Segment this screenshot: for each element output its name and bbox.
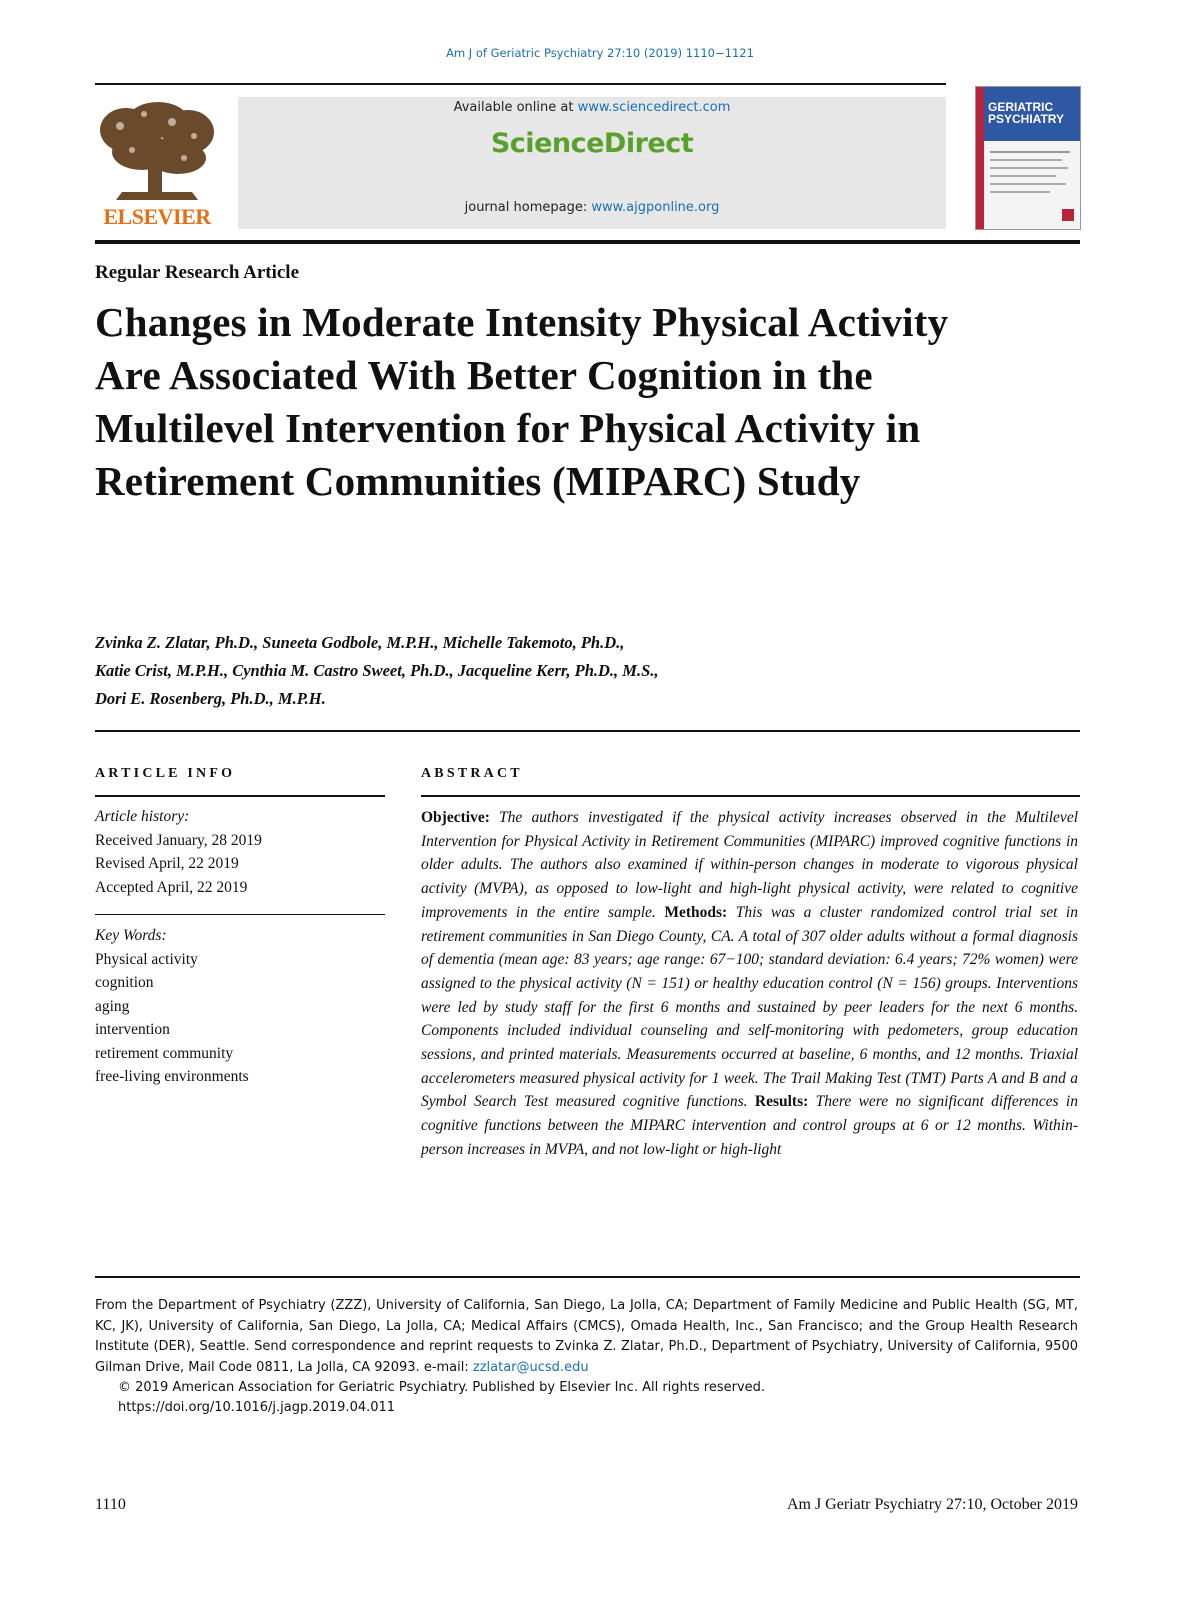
header-top-rule <box>95 83 946 85</box>
article-info-heading: ARTICLE INFO <box>95 766 236 781</box>
keyword-item: Physical activity <box>95 950 198 968</box>
header-bottom-rule <box>95 240 1080 244</box>
authors-line-3: Dori E. Rosenberg, Ph.D., M.P.H. <box>95 689 326 708</box>
available-online-prefix: Available online at <box>453 100 578 115</box>
journal-homepage-prefix: journal homepage: <box>464 200 592 215</box>
keyword-item: cognition <box>95 974 154 991</box>
cover-text-line <box>990 159 1062 161</box>
accepted-date: Accepted April, 22 2019 <box>95 878 248 896</box>
received-date: Received January, 28 2019 <box>95 831 262 849</box>
objective-label: Objective: <box>421 809 490 826</box>
keywords-block <box>95 924 385 1089</box>
results-label: Results: <box>754 1093 809 1111</box>
available-online-line <box>238 100 946 115</box>
cover-text-line <box>990 183 1066 185</box>
page-number: 1110 <box>95 1496 126 1513</box>
affiliations-text: From the Department of Psychiatry (ZZZ), University of California, San Diego, La Jolla, CA; Department of Family Medicine and Public Health (SG, MT, KC, JK), University of California, San Diego, La Jolla, CA; Medical Affairs (CMCS), Omada Health, Inc., San Francisco; and the Group Health Research Institute (DER), Seattle. Send correspondence and reprint requests to Zvinka Z. Zlatar, Ph.D., Department of Psychiatry, University of California, 9500 Gilman Drive, Mail Code 0811, La Jolla, CA 92093. e-mail: <box>95 1298 1078 1375</box>
cover-text-line <box>990 191 1050 193</box>
keyword-item: free-living environments <box>95 1068 249 1085</box>
doi-link[interactable]: https://doi.org/10.1016/j.jagp.2019.04.011 <box>118 1400 396 1415</box>
keyword-item: aging <box>95 997 130 1015</box>
article-info-rule <box>95 795 385 797</box>
abstract-body <box>421 806 1078 1162</box>
objective-text: The authors investigated if the physical activity increases observed in the Multilevel Intervention for Physical Activity in Retirement Communities (MIPARC) improved cognitive functions in older adults. The authors also examined if within-person changes in moderate to vigorous physical activity (MVPA), as opposed to low-light and high-light physical activity, were related to cognitive improvements in the entire sample. <box>421 809 1078 921</box>
journal-homepage-line <box>238 200 946 215</box>
authors-bottom-rule <box>95 730 1080 732</box>
author-list <box>95 629 1085 713</box>
keyword-item: retirement community <box>95 1044 234 1062</box>
affiliations-footnote <box>95 1296 1078 1378</box>
cover-title <box>988 101 1064 125</box>
keywords-label: Key Words: <box>95 927 167 944</box>
abstract-heading: ABSTRACT <box>421 766 523 781</box>
authors-line-2: Katie Crist, M.P.H., Cynthia M. Castro Sweet, Ph.D., Jacqueline Kerr, Ph.D., M.S., <box>95 661 659 680</box>
cover-logo-mark <box>1062 209 1074 221</box>
revised-date: Revised April, 22 2019 <box>95 855 239 872</box>
correspondence-email-link[interactable]: zzlatar@ucsd.edu <box>472 1359 589 1375</box>
cover-title-line2: PSYCHIATRY <box>988 112 1065 126</box>
authors-line-1: Zvinka Z. Zlatar, Ph.D., Suneeta Godbole, M.P.H., Michelle Takemoto, Ph.D., <box>95 633 625 652</box>
journal-cover-thumbnail[interactable] <box>975 86 1081 230</box>
keyword-item: intervention <box>95 1021 170 1038</box>
article-title: Changes in Moderate Intensity Physical Activity Are Associated With Better Cognition in the Multilevel Intervention for Physical Activity in Retirement Communities (MIPARC) Study <box>95 299 949 504</box>
cover-red-spine <box>976 87 984 229</box>
journal-citation-header[interactable]: Am J of Geriatric Psychiatry 27:10 (2019) 1110−1121 <box>446 46 754 60</box>
cover-text-line <box>990 167 1068 169</box>
copyright-notice: © 2019 American Association for Geriatric Psychiatry. Published by Elsevier Inc. All rights reserved. <box>118 1380 766 1395</box>
journal-homepage-link[interactable]: www.ajgponline.org <box>591 200 720 215</box>
cover-title-line1: GERIATRIC <box>988 100 1054 114</box>
history-keywords-divider <box>95 914 385 915</box>
article-history <box>95 805 385 899</box>
methods-text: This was a cluster randomized control trial set in retirement communities in San Diego County, CA. A total of 307 older adults without a formal diagnosis of dementia (mean age: 83 years; age range: 67−100; standard deviation: 6.4 years; 72% women) were assigned to the physical activity (N = 151) or healthy education control (N = 156) groups. Interventions were led by study staff for the first 6 months and sustained by peer leaders for the next 6 months. Components included individual counseling and self-monitoring with pedometers, group education sessions, and printed materials. Measurements occurred at baseline, 6 months, and 12 months. Triaxial accelerometers measured physical activity for 1 week. The Trail Making Test (TMT) Parts A and B and a Symbol Search Test measured cognitive functions. <box>421 903 1078 1111</box>
article-type: Regular Research Article <box>95 262 300 283</box>
cover-text-line <box>990 151 1070 153</box>
article-history-label: Article history: <box>95 808 190 825</box>
footnote-top-rule <box>95 1276 1080 1278</box>
journal-issue-footer: Am J Geriatr Psychiatry 27:10, October 2019 <box>786 1496 1078 1513</box>
sciencedirect-link[interactable]: www.sciencedirect.com <box>577 100 731 115</box>
methods-label: Methods: <box>664 903 728 921</box>
sciencedirect-logo[interactable]: ScienceDirect <box>490 128 694 159</box>
results-text: There were no significant differences in cognitive functions between the MIPARC intervention and control groups at 6 or 12 months. Within-person increases in MVPA, and not low-light or high-light <box>421 1093 1078 1158</box>
elsevier-wordmark: ELSEVIER <box>103 204 211 229</box>
abstract-rule <box>421 795 1080 797</box>
cover-text-line <box>990 175 1056 177</box>
